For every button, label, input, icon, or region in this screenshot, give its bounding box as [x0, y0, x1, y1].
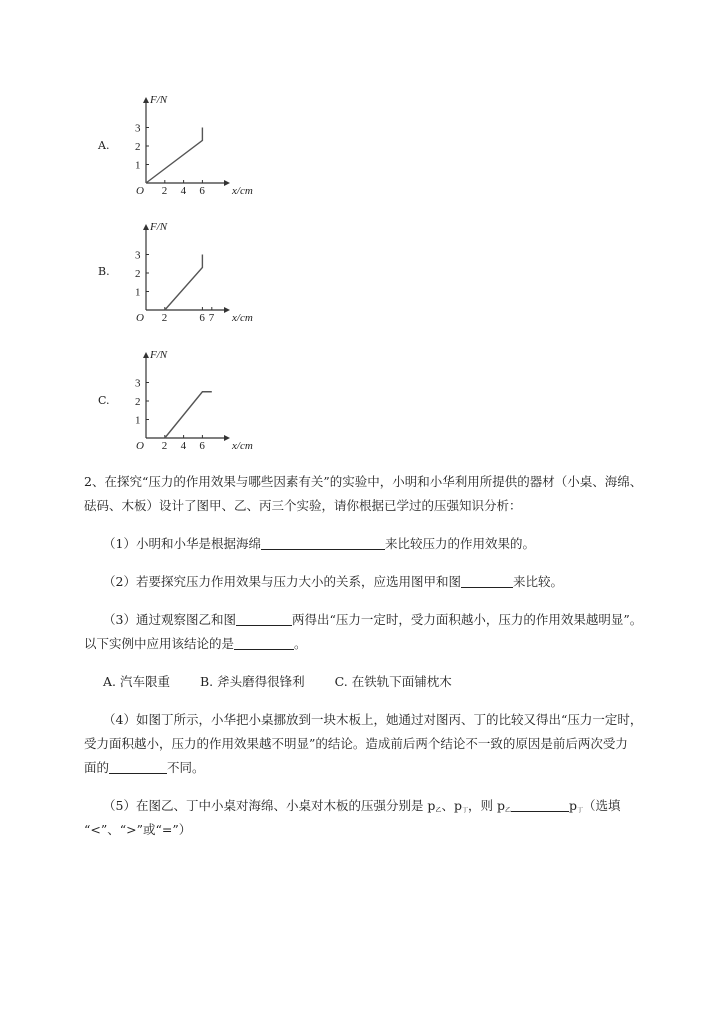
answer-blank-1[interactable]: [261, 537, 385, 550]
question-2-intro-line2: 砝码、木板）设计了图甲、乙、丙三个实验，请你根据已学过的压强知识分析：: [84, 498, 522, 513]
part5-text-d: p: [568, 798, 577, 813]
force-line: [165, 255, 203, 311]
y-axis-arrow: [143, 224, 149, 230]
x-tick-label: 2: [161, 185, 168, 197]
x-axis-label: x/cm: [232, 312, 253, 324]
question-2-intro-line1: 2、在探究“压力的作用效果与哪些因素有关”的实验中，小明和小华利用所提供的器材（小桌、海绵、: [84, 474, 643, 489]
part2-text-a: （2）若要探究压力作用效果与压力大小的关系，应选用图甲和图: [103, 574, 461, 589]
x-tick-label: 6: [199, 440, 205, 452]
question-2-part4-line3: [84, 760, 676, 776]
graph-svg: [98, 350, 298, 450]
x-axis-arrow: [224, 180, 230, 186]
x-axis-label: x/cm: [232, 185, 253, 197]
choice-b: B. 斧头磨得很锋利: [199, 674, 305, 689]
origin-label: O: [136, 312, 144, 324]
graph-svg: [98, 222, 298, 322]
x-axis-arrow: [224, 307, 230, 313]
question-2-part5-line2: “<”、“>”或“=”）: [84, 822, 192, 837]
choice-a: A. 汽车限重: [103, 674, 170, 689]
x-tick-label: 6: [199, 185, 205, 197]
part2-text-b: 来比较。: [512, 574, 563, 589]
y-tick-label: 1: [135, 414, 141, 427]
question-2-part5: [103, 798, 676, 819]
question-2-part2: [103, 574, 676, 590]
question-2-part3: [103, 612, 676, 628]
part3-text-d: 。: [294, 636, 307, 651]
part3-text-c: 以下实例中应用该结论的是: [84, 636, 235, 651]
question-2-part1: [103, 536, 676, 552]
option-label: A.: [98, 139, 110, 152]
question-2-part4-line2: 受力面积越小，压力的作用效果越不明显”的结论。造成前后两个结论不一致的原因是前后两次受力: [84, 736, 628, 751]
answer-blank-6[interactable]: [511, 799, 569, 812]
graph-option-c: [98, 350, 298, 450]
graph-option-b: [98, 222, 298, 322]
part5-text-b: 、p: [441, 798, 462, 813]
y-tick-label: 1: [135, 159, 141, 172]
x-axis-arrow: [224, 435, 230, 441]
answer-blank-3[interactable]: [236, 613, 292, 626]
part5-text-c: ，则 p: [467, 798, 505, 813]
origin-label: O: [136, 440, 144, 452]
option-label: B.: [98, 265, 110, 278]
x-tick-label: 2: [161, 312, 168, 324]
part3-text-a: （3）通过观察图乙和图: [103, 612, 236, 627]
y-tick-label: 2: [135, 396, 141, 408]
force-line: [146, 128, 202, 184]
x-tick-label: 2: [161, 440, 168, 452]
question-2-part4: （4）如图丁所示，小华把小桌挪放到一块木板上，她通过对图丙、丁的比较又得出“压力一定时，: [103, 712, 643, 727]
x-tick-label: 6: [199, 312, 205, 324]
question-2-choices: [103, 674, 676, 690]
y-axis-arrow: [143, 352, 149, 358]
choice-c: C. 在铁轨下面铺枕木: [334, 674, 452, 689]
y-axis-label: F/N: [150, 221, 168, 233]
answer-blank-2[interactable]: [461, 575, 513, 588]
answer-blank-4[interactable]: [234, 637, 294, 650]
y-tick-label: 2: [135, 268, 141, 280]
x-tick-label: 4: [180, 440, 187, 452]
x-tick-label: 7: [208, 312, 215, 324]
answer-blank-5[interactable]: [109, 761, 167, 774]
y-tick-label: 3: [135, 377, 141, 390]
y-axis-arrow: [143, 97, 149, 103]
y-tick-label: 1: [135, 286, 141, 299]
y-tick-label: 2: [135, 141, 141, 153]
y-axis-label: F/N: [150, 94, 168, 106]
x-tick-label: 4: [180, 185, 187, 197]
part5-text-a: （5）在图乙、丁中小桌对海绵、小桌对木板的压强分别是 p: [103, 798, 436, 813]
y-tick-label: 3: [135, 249, 141, 262]
part5-text-e: （选填: [583, 798, 621, 813]
subscript: 乙: [504, 807, 511, 814]
force-line: [165, 392, 212, 438]
option-label: C.: [98, 394, 110, 407]
part1-text-b: 来比较压力的作用效果的。: [384, 536, 535, 551]
x-axis-label: x/cm: [232, 440, 253, 452]
question-2-part3-line2: [84, 636, 676, 652]
part4-text-c: 面的: [84, 760, 110, 775]
graph-option-a: [98, 95, 298, 195]
subscript: 丁: [577, 807, 584, 814]
y-axis-label: F/N: [150, 349, 168, 361]
graph-svg: [98, 95, 298, 195]
part4-text-d: 不同。: [167, 760, 205, 775]
origin-label: O: [136, 185, 144, 197]
part1-text-a: （1）小明和小华是根据海绵: [103, 536, 261, 551]
part3-text-b: 两得出“压力一定时，受力面积越小，压力的作用效果越明显”。: [291, 612, 643, 627]
subscript: 丁: [461, 807, 468, 814]
subscript: 乙: [435, 807, 442, 814]
y-tick-label: 3: [135, 122, 141, 135]
